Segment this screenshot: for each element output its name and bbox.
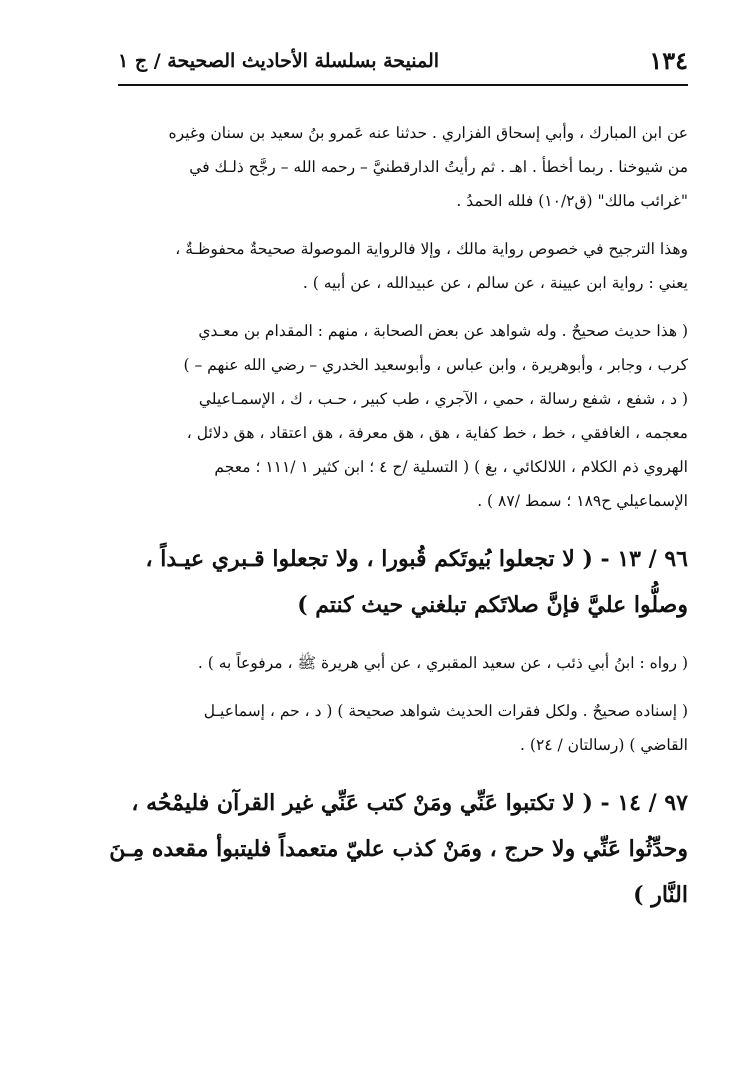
text-line: ( رواه : ابنُ أبي ذئب ، عن سعيد المقبري ، عن أبي هريرة ﷺ ، مرفوعاً به ) .: [197, 654, 688, 672]
text-line: ( إسناده صحيحٌ . ولكل فقرات الحديث شواهد صحيحة ) ( د ، حم ، إسماعيـل: [203, 702, 688, 720]
hadith-line: النَّار ): [633, 882, 688, 908]
running-title: المنيحة بسلسلة الأحاديث الصحيحة / ج ١: [118, 50, 440, 72]
hadith-line: وحدِّثُوا عَنِّي ولا حرج ، ومَنْ كذب عليّ متعمداً فليتبوأ مقعده مِـنَ: [109, 836, 688, 862]
text-line: يعني : رواية ابن عيينة ، عن سالم ، عن عبيدالله ، عن أبيه ) .: [302, 274, 688, 292]
page-number: ١٣٤: [649, 46, 688, 75]
text-line: عن ابن المبارك ، وأبي إسحاق الفزاري . حدثنا عنه عَمرو بنُ سعيد بن سنان وغيره: [168, 124, 688, 142]
text-line: الإسماعيلي ح١٨٩ ؛ سمط /٨٧ ) .: [477, 492, 688, 510]
text-line: "غرائب مالك" (ق١٠/٢) فلله الحمدُ .: [456, 192, 688, 210]
text-line: من شيوخنا . ربما أخطأ . اهـ . ثم رأيتُ الدارقطنيَّ – رحمه الله – رجَّح ذلـك في: [189, 158, 688, 176]
hadith-line: ٩٧ / ١٤ - ( لا تكتبوا عَنِّي ومَنْ كتب عَنِّي غير القرآن فليمْحُه ،: [131, 790, 688, 816]
hadith-line: ٩٦ / ١٣ - ( لا تجعلوا بُيوتَكم قُبورا ، ولا تجعلوا قـبري عيـداً ،: [145, 546, 688, 572]
hadith-97: [96, 780, 688, 918]
paragraph-isnad-grading: [96, 694, 688, 762]
text-line: ( د ، شفع ، شفع رسالة ، حمي ، الآجري ، طب كبير ، حـب ، ك ، الإسمـاعيلي: [198, 390, 688, 408]
text-line: وهذا الترجيح في خصوص رواية مالك ، وإلا فالرواية الموصولة صحيحةٌ محفوظـةٌ ،: [175, 240, 688, 258]
page-header: [118, 44, 688, 86]
text-line: الهروي ذم الكلام ، اللالكائي ، بغ ) ( التسلية /ح ٤ ؛ ابن كثير ١ /١١١ ؛ معجم: [214, 458, 688, 476]
text-line: القاضي ) (رسالتان / ٢٤) .: [520, 736, 688, 754]
text-line: ( هذا حديث صحيحٌ . وله شواهد عن بعض الصحابة ، منهم : المقدام بن معـدي: [198, 322, 688, 340]
paragraph-commentary-2: [96, 232, 688, 300]
paragraph-grading-sources: [96, 314, 688, 518]
hadith-96: [96, 536, 688, 628]
paragraph-commentary-1: [96, 116, 688, 218]
paragraph-narration: [96, 646, 688, 680]
text-line: معجمه ، الغافقي ، خط ، خط كفاية ، هق ، هق معرفة ، هق اعتقاد ، هق دلائل ،: [186, 424, 688, 442]
hadith-line: وصلُّوا عليَّ فإنَّ صلاتَكم تبلغني حيث كنتم ): [297, 592, 688, 618]
page-body: [96, 116, 688, 918]
text-line: كرب ، وجابر ، وأبوهريرة ، وابن عباس ، وأبوسعيد الخدري – رضي الله عنهم – ): [183, 356, 688, 374]
